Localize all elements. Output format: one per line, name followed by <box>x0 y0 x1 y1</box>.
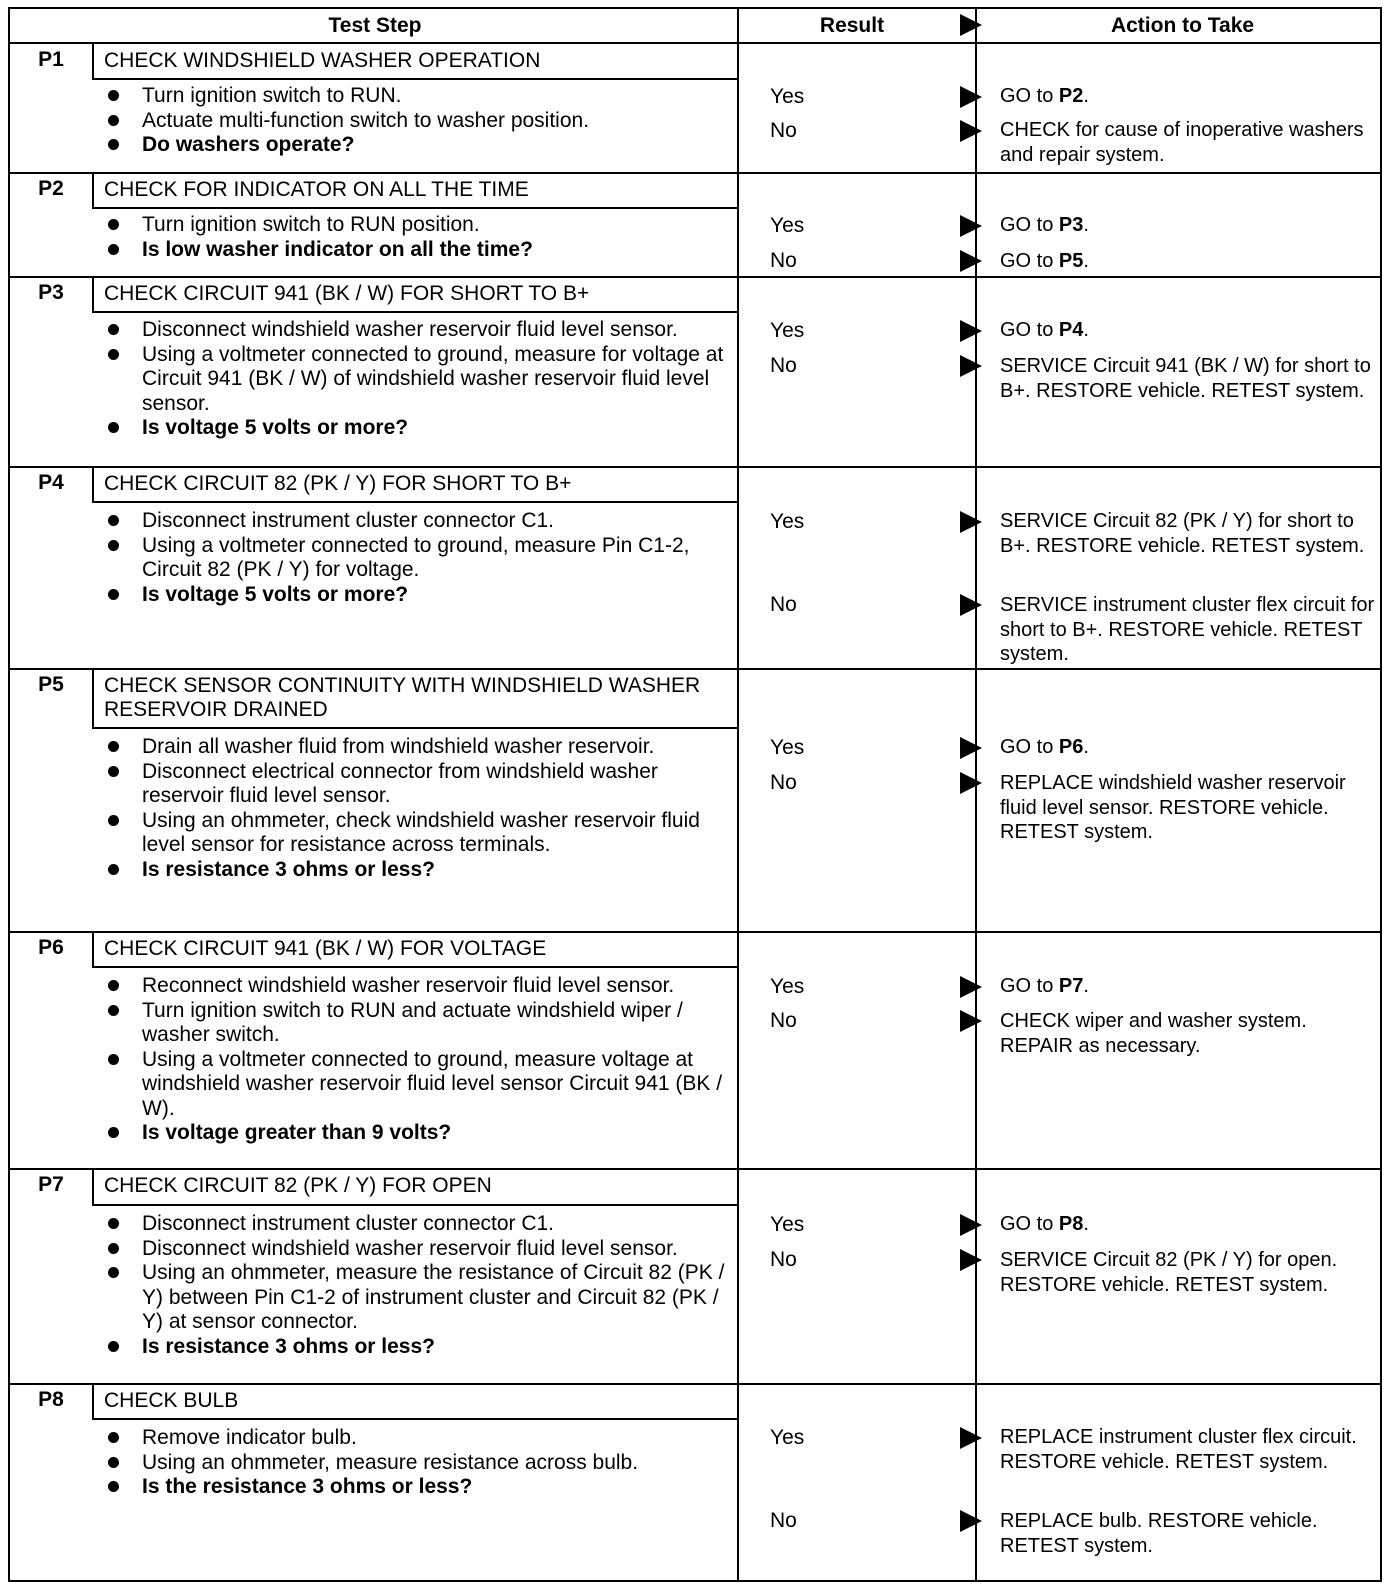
action-main: GO to <box>1000 319 1059 341</box>
result-label: No <box>770 354 797 377</box>
action-suffix: . <box>1083 319 1089 341</box>
bullet-item <box>98 809 738 858</box>
arrow-icon <box>960 215 982 237</box>
action-text <box>1000 771 1380 845</box>
bullet-text: Disconnect electrical connector from windshield washer reservoir fluid level sensor. <box>142 759 658 807</box>
action-text <box>1000 118 1380 167</box>
step-bullets <box>98 735 738 882</box>
row-divider <box>10 1168 1382 1170</box>
result-label: No <box>770 1009 797 1032</box>
action-text <box>1000 354 1380 403</box>
bullet-icon <box>108 1005 119 1016</box>
bullet-text: Turn ignition switch to RUN position. <box>142 213 480 236</box>
bullet-item <box>98 760 738 809</box>
bullet-text: Actuate multi-function switch to washer position. <box>142 108 590 132</box>
action-main: SERVICE Circuit 82 (PK / Y) for short to B+. RESTORE vehicle. RETEST system. <box>1000 510 1365 557</box>
bullet-text: Disconnect instrument cluster connector C1. <box>142 1212 555 1235</box>
arrow-icon <box>960 976 982 998</box>
id-divider <box>92 173 94 207</box>
bullet-icon <box>108 1341 119 1352</box>
step-title: CHECK FOR INDICATOR ON ALL THE TIME <box>104 178 529 201</box>
bullet-text: Is voltage 5 volts or more? <box>142 582 409 606</box>
bullet-icon <box>108 589 119 600</box>
bullet-icon <box>108 980 119 991</box>
row-divider <box>10 466 1382 468</box>
action-suffix: . <box>1083 736 1089 758</box>
action-main: GO to <box>1000 736 1059 758</box>
bullet-item <box>98 735 738 760</box>
action-main: SERVICE Circuit 82 (PK / Y) for open. RESTORE vehicle. RETEST system. <box>1000 1249 1338 1296</box>
action-step-ref: P4 <box>1058 319 1084 341</box>
result-label: Yes <box>770 510 805 533</box>
arrow-icon <box>960 250 982 272</box>
bullet-text: Drain all washer fluid from windshield washer reservoir. <box>142 735 655 758</box>
arrow-icon <box>960 594 982 616</box>
action-step-ref: P2 <box>1058 85 1084 107</box>
action-main: CHECK wiper and washer system. REPAIR as necessary. <box>1000 1010 1307 1057</box>
id-divider <box>92 932 94 966</box>
bullet-text: Disconnect windshield washer reservoir fluid level sensor. <box>142 318 678 341</box>
bullet-icon <box>108 864 119 875</box>
bullet-icon <box>108 1218 119 1229</box>
step-id: P2 <box>38 177 64 200</box>
arrow-icon <box>960 511 982 533</box>
bullet-icon <box>108 1457 119 1468</box>
result-label: No <box>770 119 797 142</box>
action-text <box>1000 1248 1380 1297</box>
arrow-icon <box>960 1010 982 1032</box>
bullet-item <box>98 318 738 343</box>
header-action: Action to Take <box>1110 14 1255 37</box>
id-divider <box>92 669 94 727</box>
bullet-item <box>98 213 738 238</box>
row-divider <box>10 172 1382 174</box>
step-id: P7 <box>38 1173 64 1196</box>
bullet-icon <box>108 1054 119 1065</box>
row-divider <box>10 931 1382 933</box>
result-label: No <box>770 771 797 794</box>
bullet-item <box>98 1335 738 1360</box>
step-title: CHECK CIRCUIT 82 (PK / Y) FOR SHORT TO B+ <box>104 472 572 495</box>
action-text <box>1000 735 1380 760</box>
step-id: P4 <box>38 471 64 494</box>
action-main: GO to <box>1000 250 1059 272</box>
bullet-text: Using a voltmeter connected to ground, measure voltage at windshield washer reservoir fluid level sensor Circuit 941 (BK / W). <box>142 1047 723 1120</box>
bullet-text: Is low washer indicator on all the time? <box>142 237 533 261</box>
arrow-icon <box>960 355 982 377</box>
bullet-text: Turn ignition switch to RUN and actuate windshield wiper / washer switch. <box>142 998 683 1046</box>
bullet-item <box>98 858 738 883</box>
id-divider <box>92 1384 94 1418</box>
step-bullets <box>98 318 738 441</box>
title-divider <box>92 501 738 503</box>
bullet-item <box>98 1426 738 1451</box>
step-bullets <box>98 84 738 158</box>
result-label: No <box>770 249 797 272</box>
action-main: REPLACE bulb. RESTORE vehicle. RETEST system. <box>1000 1510 1318 1557</box>
bullet-text: Is voltage greater than 9 volts? <box>142 1121 452 1144</box>
action-text <box>1000 249 1380 274</box>
action-suffix: . <box>1083 975 1089 997</box>
step-title: CHECK CIRCUIT 941 (BK / W) FOR VOLTAGE <box>104 937 547 960</box>
bullet-item <box>98 416 738 441</box>
bullet-text: Disconnect windshield washer reservoir fluid level sensor. <box>142 1236 678 1260</box>
arrow-icon <box>960 120 982 142</box>
bullet-text: Using a voltmeter connected to ground, measure for voltage at Circuit 941 (BK / W) of windshield washer reservoir fluid level sensor. <box>142 342 724 415</box>
arrow-icon <box>960 1214 982 1236</box>
title-divider <box>92 311 738 313</box>
action-text <box>1000 213 1380 238</box>
step-bullets <box>98 974 738 1146</box>
arrow-icon <box>960 320 982 342</box>
step-bullets <box>98 1212 738 1359</box>
result-label: Yes <box>770 1426 805 1449</box>
action-main: SERVICE instrument cluster flex circuit for short to B+. RESTORE vehicle. RETEST system. <box>1000 594 1375 665</box>
bullet-icon <box>108 1243 119 1254</box>
bullet-icon <box>108 139 119 150</box>
bullet-icon <box>108 219 119 230</box>
id-divider <box>92 1169 94 1204</box>
bullet-icon <box>108 766 119 777</box>
bullet-text: Remove indicator bulb. <box>142 1426 357 1449</box>
id-divider <box>92 277 94 311</box>
bullet-text: Disconnect instrument cluster connector C1. <box>142 509 555 532</box>
id-divider <box>92 44 94 78</box>
result-label: No <box>770 1509 797 1532</box>
bullet-icon <box>108 1267 119 1278</box>
bullet-text: Using an ohmmeter, measure the resistance of Circuit 82 (PK / Y) between Pin C1-2 of instrument cluster and Circuit 82 (PK / Y) at sensor connector. <box>142 1261 725 1333</box>
header-arrow-icon <box>960 14 982 36</box>
result-label: No <box>770 1248 797 1271</box>
arrow-icon <box>960 1427 982 1449</box>
bullet-icon <box>108 515 119 526</box>
bullet-icon <box>108 324 119 335</box>
bullet-item <box>98 133 738 158</box>
result-label: Yes <box>770 214 805 237</box>
action-suffix: . <box>1083 214 1089 236</box>
bullet-item <box>98 238 738 263</box>
bullet-item <box>98 109 738 134</box>
bullet-icon <box>108 1127 119 1138</box>
action-text <box>1000 974 1380 999</box>
title-divider <box>92 207 738 209</box>
action-step-ref: P6 <box>1058 736 1084 758</box>
bullet-text: Is voltage 5 volts or more? <box>142 416 409 439</box>
action-text <box>1000 1212 1380 1237</box>
step-id: P1 <box>38 48 64 71</box>
action-suffix: . <box>1083 1213 1089 1235</box>
bullet-icon <box>108 815 119 826</box>
bullet-item <box>98 343 738 417</box>
arrow-icon <box>960 1510 982 1532</box>
bullet-text: Reconnect windshield washer reservoir fluid level sensor. <box>142 974 675 997</box>
action-suffix: . <box>1083 85 1089 107</box>
step-title: CHECK SENSOR CONTINUITY WITH WINDSHIELD WASHER RESERVOIR DRAINED <box>104 674 701 721</box>
title-divider <box>92 1418 738 1420</box>
action-main: GO to <box>1000 975 1059 997</box>
title-divider <box>92 966 738 968</box>
step-id: P5 <box>38 673 64 696</box>
bullet-icon <box>108 90 119 101</box>
action-text <box>1000 1509 1380 1558</box>
action-main: GO to <box>1000 214 1059 236</box>
bullet-item <box>98 1121 738 1146</box>
step-bullets <box>98 213 738 262</box>
row-divider <box>10 1383 1382 1385</box>
divider <box>975 9 977 1582</box>
bullet-icon <box>108 115 119 126</box>
header-result: Result <box>819 14 885 37</box>
bullet-item <box>98 1261 738 1335</box>
bullet-item <box>98 1048 738 1122</box>
id-divider <box>92 467 94 501</box>
bullet-text: Is the resistance 3 ohms or less? <box>142 1475 473 1498</box>
action-step-ref: P3 <box>1058 214 1084 236</box>
result-label: Yes <box>770 85 805 108</box>
bullet-item <box>98 974 738 999</box>
step-id: P6 <box>38 936 64 959</box>
action-main: GO to <box>1000 1213 1059 1235</box>
arrow-icon <box>960 86 982 108</box>
bullet-item <box>98 1451 738 1476</box>
step-title: CHECK CIRCUIT 82 (PK / Y) FOR OPEN <box>104 1174 492 1197</box>
action-step-ref: P5 <box>1058 250 1084 272</box>
bullet-icon <box>108 244 119 255</box>
result-label: Yes <box>770 1213 805 1236</box>
action-text <box>1000 1009 1380 1058</box>
bullet-text: Turn ignition switch to RUN. <box>142 84 402 107</box>
bullet-item <box>98 1475 738 1500</box>
action-text <box>1000 1425 1380 1474</box>
arrow-icon <box>960 772 982 794</box>
bullet-icon <box>108 1432 119 1443</box>
action-main: SERVICE Circuit 941 (BK / W) for short to B+. RESTORE vehicle. RETEST system. <box>1000 355 1371 402</box>
bullet-item <box>98 1212 738 1237</box>
step-title: CHECK WINDSHIELD WASHER OPERATION <box>104 49 541 72</box>
divider <box>10 42 1382 44</box>
bullet-item <box>98 999 738 1048</box>
action-text <box>1000 318 1380 343</box>
bullet-text: Is resistance 3 ohms or less? <box>142 1334 435 1358</box>
arrow-icon <box>960 1249 982 1271</box>
bullet-item <box>98 509 738 534</box>
action-suffix: . <box>1083 250 1089 272</box>
bullet-icon <box>108 349 119 360</box>
result-label: Yes <box>770 975 805 998</box>
action-step-ref: P7 <box>1058 975 1084 997</box>
action-main: CHECK for cause of inoperative washers and repair system. <box>1000 119 1364 166</box>
title-divider <box>92 78 738 80</box>
bullet-text: Using an ohmmeter, measure resistance across bulb. <box>142 1450 639 1474</box>
action-text <box>1000 593 1380 667</box>
action-main: REPLACE windshield washer reservoir fluid level sensor. RESTORE vehicle. RETEST system. <box>1000 772 1346 843</box>
bullet-text: Using an ohmmeter, check windshield washer reservoir fluid level sensor for resistance across terminals. <box>142 808 700 856</box>
result-label: No <box>770 593 797 616</box>
action-text <box>1000 84 1380 109</box>
diagnostic-table <box>8 7 1382 1582</box>
bullet-icon <box>108 1481 119 1492</box>
step-title: CHECK CIRCUIT 941 (BK / W) FOR SHORT TO B+ <box>104 282 590 305</box>
step-bullets <box>98 509 738 607</box>
title-divider <box>92 1204 738 1206</box>
step-id: P3 <box>38 281 64 304</box>
bullet-text: Is resistance 3 ohms or less? <box>142 857 435 881</box>
result-label: Yes <box>770 736 805 759</box>
bullet-icon <box>108 540 119 551</box>
bullet-icon <box>108 741 119 752</box>
step-id: P8 <box>38 1388 64 1411</box>
step-bullets <box>98 1426 738 1500</box>
action-text <box>1000 509 1380 558</box>
bullet-text: Using a voltmeter connected to ground, measure Pin C1-2, Circuit 82 (PK / Y) for voltage. <box>142 533 690 581</box>
bullet-item <box>98 1237 738 1262</box>
row-divider <box>10 276 1382 278</box>
action-main: REPLACE instrument cluster flex circuit. RESTORE vehicle. RETEST system. <box>1000 1426 1357 1473</box>
arrow-icon <box>960 737 982 759</box>
bullet-item <box>98 583 738 608</box>
bullet-item <box>98 534 738 583</box>
row-divider <box>10 668 1382 670</box>
action-step-ref: P8 <box>1058 1213 1084 1235</box>
bullet-item <box>98 84 738 109</box>
bullet-text: Do washers operate? <box>142 133 355 156</box>
result-label: Yes <box>770 319 805 342</box>
title-divider <box>92 727 738 729</box>
action-main: GO to <box>1000 85 1059 107</box>
bullet-icon <box>108 422 119 433</box>
step-title: CHECK BULB <box>104 1389 239 1412</box>
header-test-step: Test Step <box>328 14 422 37</box>
